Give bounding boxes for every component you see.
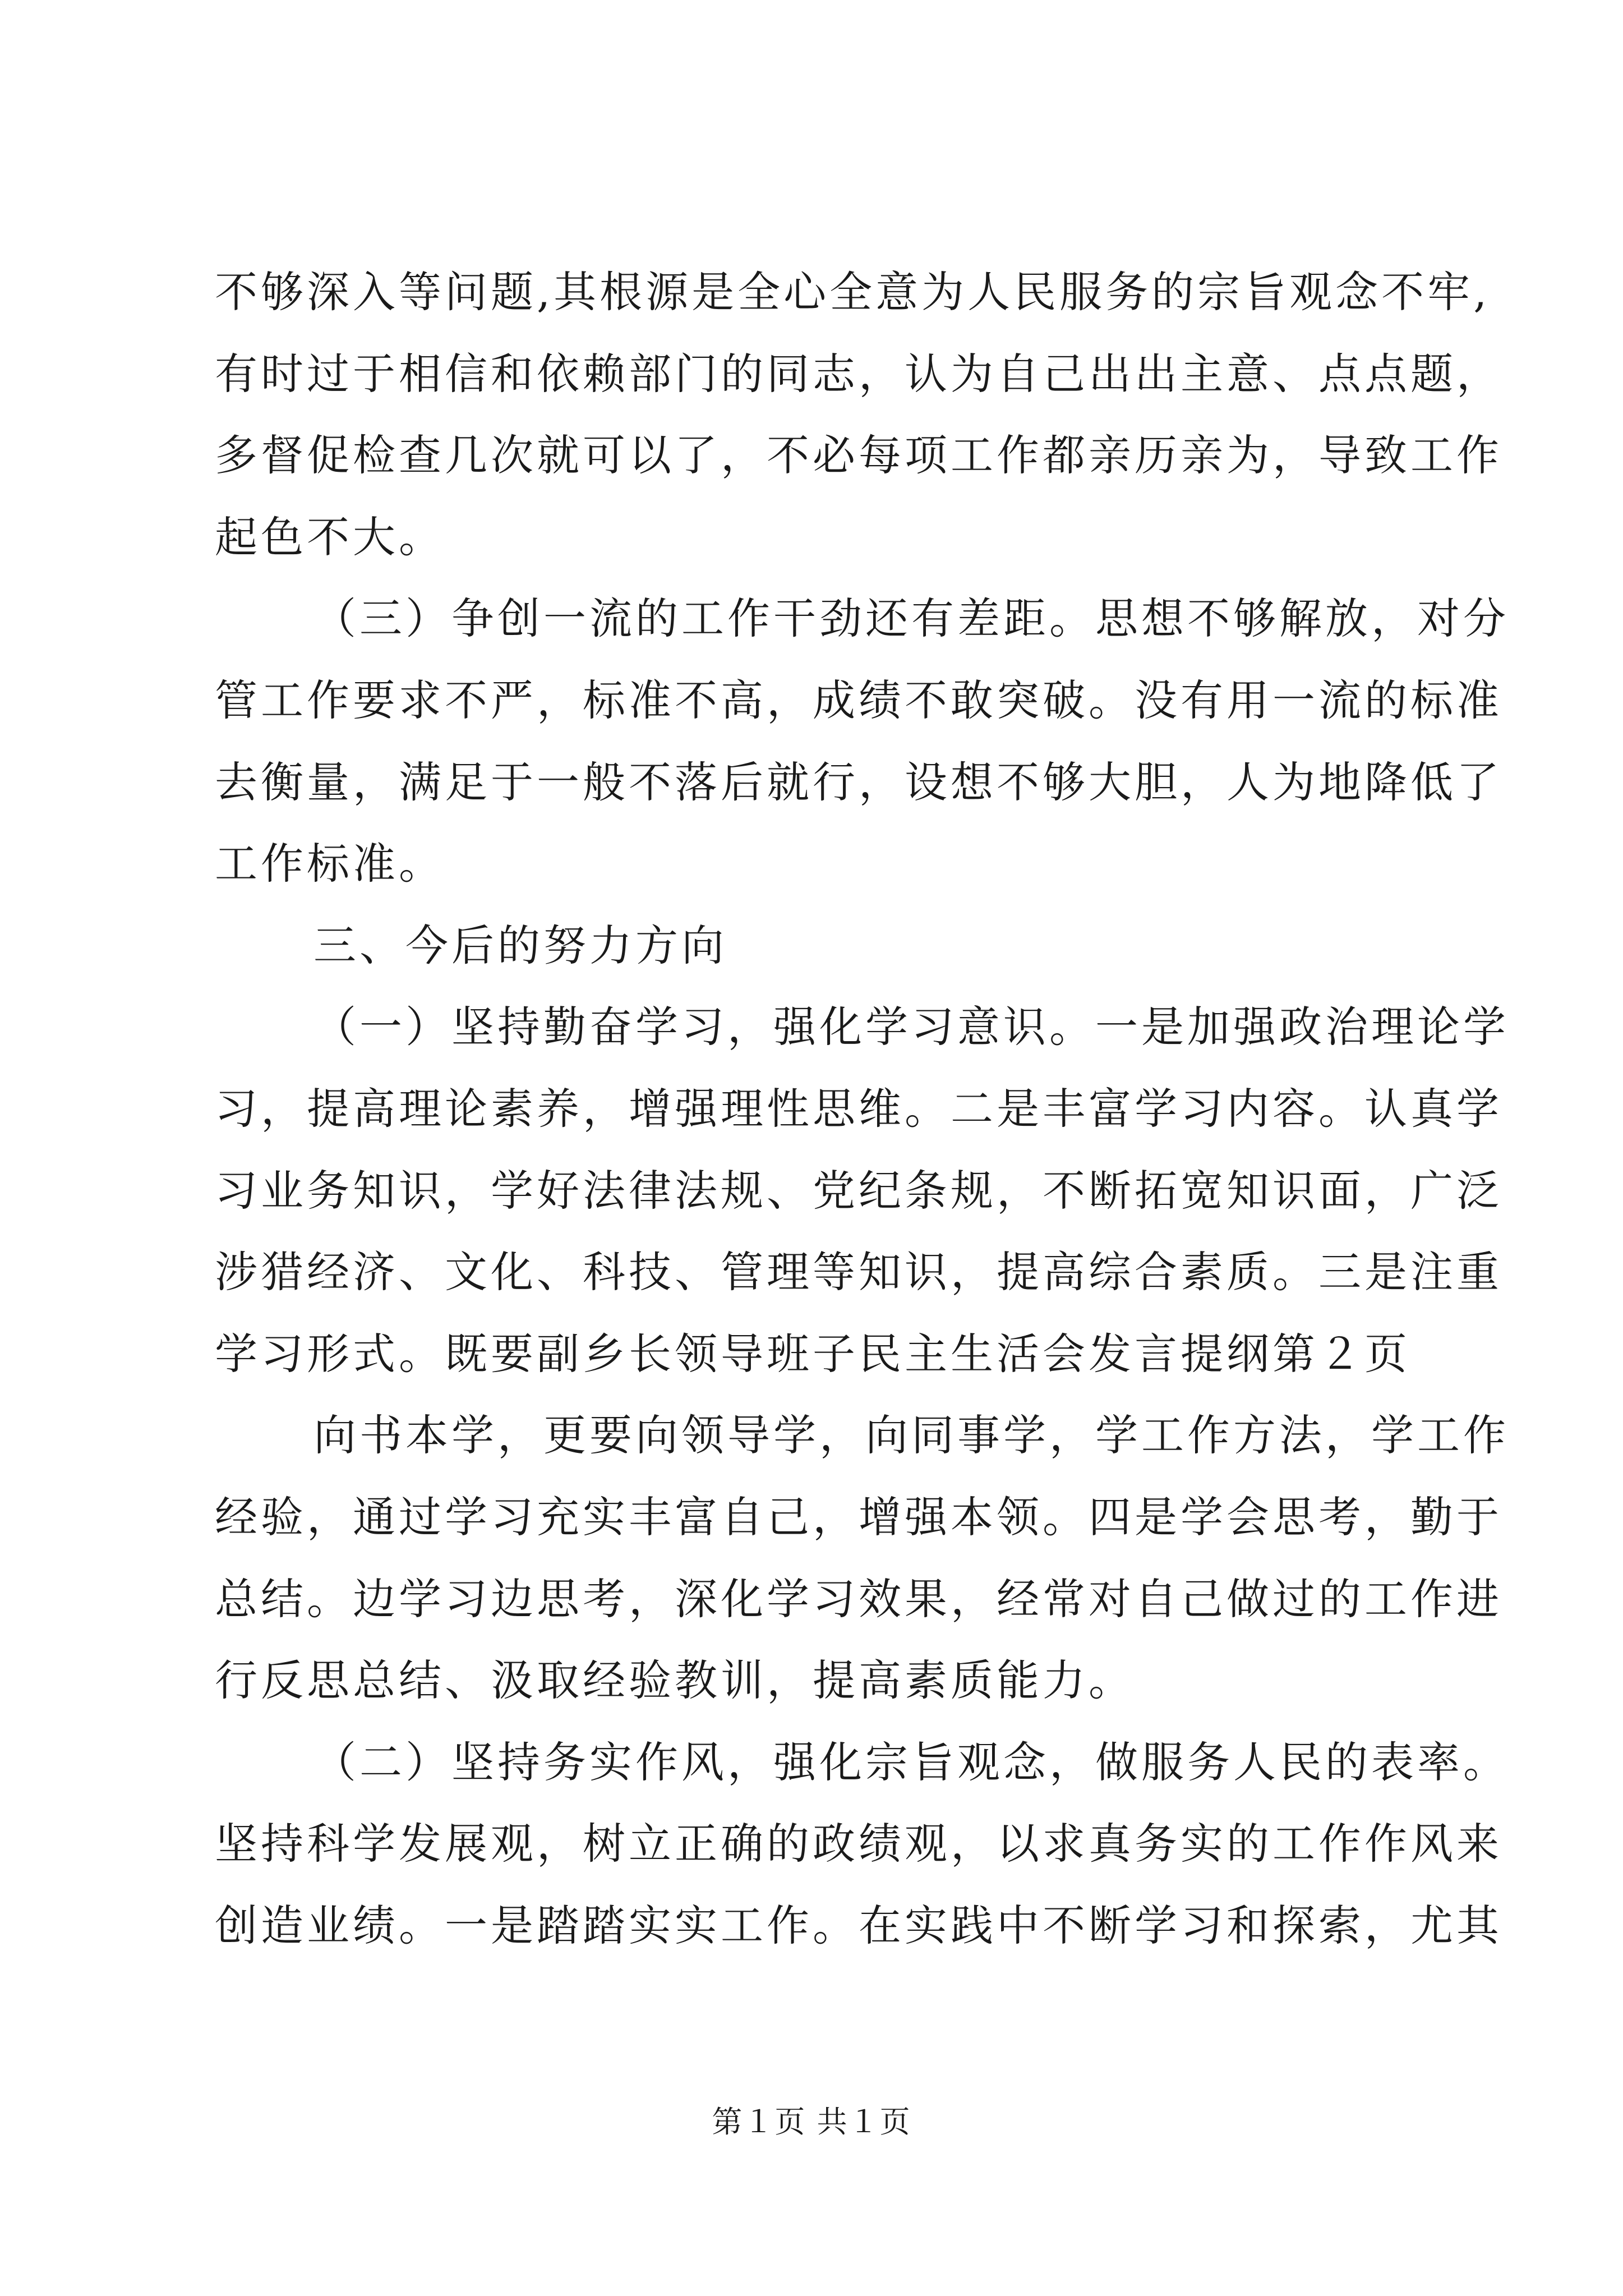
document-body (215, 251, 1509, 1966)
text-line: 工作标准。 (215, 839, 445, 889)
text-line: 学习形式。既要副乡长领导班子民主生活会发言提纲第２页 (215, 1328, 1410, 1379)
text-line: 经验，通过学习充实丰富自己，增强本领。四是学会思考，勤于 (215, 1492, 1502, 1542)
text-line: 行反思总结、汲取经验教训，提高素质能力。 (215, 1655, 1135, 1706)
text-line: 涉猎经济、文化、科技、管理等知识，提高综合素质。三是注重 (215, 1247, 1502, 1297)
text-line: 坚持科学发展观，树立正确的政绩观，以求真务实的工作作风来 (215, 1819, 1502, 1869)
text-line: 去衡量，满足于一般不落后就行，设想不够大胆，人为地降低了 (215, 757, 1502, 807)
text-line: 创造业绩。一是踏踏实实工作。在实践中不断学习和探索，尤其 (215, 1900, 1502, 1950)
text-line: 不够深入等问题,其根源是全心全意为人民服务的宗旨观念不牢, (215, 267, 1491, 317)
text-line: 起色不大。 (215, 512, 445, 562)
text-line: 多督促检查几次就可以了，不必每项工作都亲历亲为，导致工作 (215, 430, 1502, 481)
section-heading: 三、今后的努力方向 (313, 920, 727, 970)
text-line: 管工作要求不严，标准不高，成绩不敢突破。没有用一流的标准 (215, 675, 1502, 725)
text-line: 习，提高理论素养，增强理性思维。二是丰富学习内容。认真学 (215, 1083, 1502, 1134)
paragraph-start-line: 向书本学，更要向领导学，向同事学，学工作方法，学工作 (313, 1410, 1509, 1461)
paragraph-start-line: （三）争创一流的工作干劲还有差距。思想不够解放，对分 (313, 593, 1509, 644)
paragraph-start-line: （一）坚持勤奋学习，强化学习意识。一是加强政治理论学 (313, 1002, 1509, 1052)
text-line: 有时过于相信和依赖部门的同志，认为自己出出主意、点点题， (215, 348, 1502, 399)
text-line: 习业务知识，学好法律法规、党纪条规，不断拓宽知识面，广泛 (215, 1165, 1502, 1216)
text-line: 总结。边学习边思考，深化学习效果，经常对自己做过的工作进 (215, 1573, 1502, 1624)
paragraph-start-line: （二）坚持务实作风，强化宗旨观念，做服务人民的表率。 (313, 1737, 1509, 1787)
page-footer: 第１页 共１页 (712, 2104, 911, 2139)
